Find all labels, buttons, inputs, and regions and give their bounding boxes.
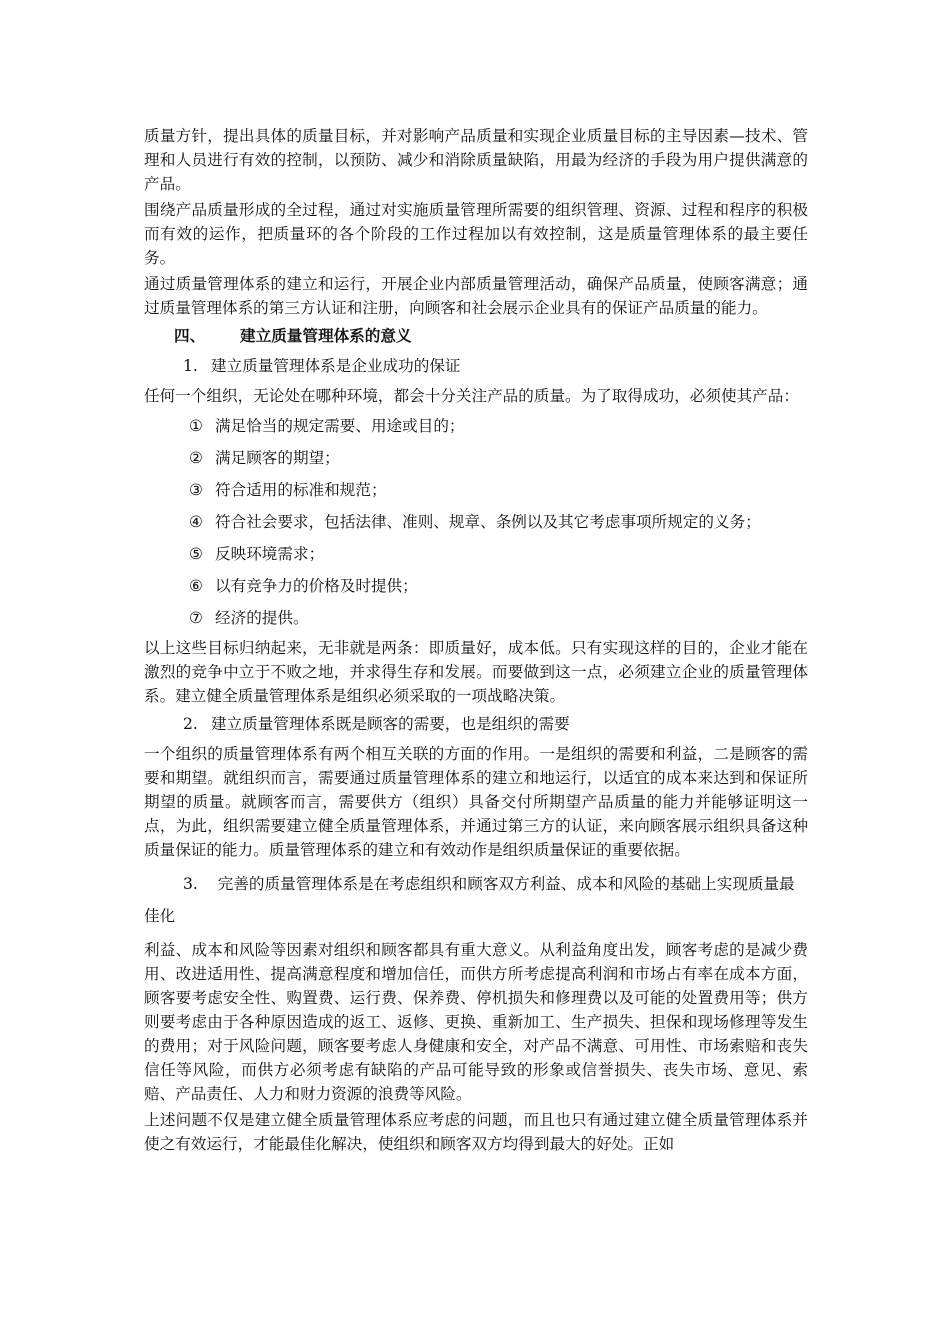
list-marker: ① xyxy=(189,417,203,435)
requirement-list xyxy=(144,410,808,634)
subsection-number: 1. xyxy=(183,357,198,375)
list-item-text: 反映环境需求； xyxy=(215,545,325,563)
subsection-heading xyxy=(144,868,808,932)
section-number: 四、 xyxy=(174,326,206,345)
list-item xyxy=(189,538,808,570)
subsection-title: 完善的质量管理体系是在考虑组织和顾客双方利益、成本和风险的基础上实现质量最佳化 xyxy=(144,875,795,925)
list-marker: ⑥ xyxy=(189,577,203,595)
list-item xyxy=(189,602,808,634)
list-item xyxy=(189,442,808,474)
list-item-text: 满足恰当的规定需要、用途或目的； xyxy=(215,417,465,435)
section-heading xyxy=(144,324,808,348)
subsection-heading xyxy=(144,712,808,736)
paragraph: 任何一个组织，无论处在哪种环境，都会十分关注产品的质量。为了取得成功，必须使其产品： xyxy=(144,387,799,405)
list-item-text: 符合社会要求，包括法律、准则、规章、条例以及其它考虑事项所规定的义务； xyxy=(215,513,761,531)
list-item xyxy=(189,474,808,506)
list-marker: ⑦ xyxy=(189,609,203,627)
list-item xyxy=(189,410,808,442)
list-marker: ② xyxy=(189,449,203,467)
paragraph: 质量方针，提出具体的质量目标，并对影响产品质量和实现企业质量目标的主导因素—技术、管理和人员进行有效的控制，以预防、减少和消除质量缺陷，用最为经济的手段为用户提供满意的产品。 xyxy=(144,127,808,193)
list-item xyxy=(189,570,808,602)
paragraph: 上述问题不仅是建立健全质量管理体系应考虑的问题，而且也只有通过建立健全质量管理体系并使之有效运行，才能最佳化解决，使组织和顾客双方均得到最大的好处。正如 xyxy=(144,1111,808,1153)
list-item-text: 符合适用的标准和规范； xyxy=(215,481,387,499)
paragraph: 以上这些目标归纳起来，无非就是两条：即质量好，成本低。只有实现这样的目的，企业才能在激烈的竞争中立于不败之地，并求得生存和发展。而要做到这一点，必须建立企业的质量管理体系。建立健全质量管理体系是组织必须采取的一项战略决策。 xyxy=(144,639,808,705)
subsection-title: 建立质量管理体系是企业成功的保证 xyxy=(211,357,461,375)
list-item-text: 满足顾客的期望； xyxy=(215,449,340,467)
subsection-number: 2. xyxy=(183,715,198,733)
subsection-number: 3. xyxy=(183,875,198,893)
subsection-title: 建立质量管理体系既是顾客的需要，也是组织的需要 xyxy=(211,715,570,733)
paragraph: 利益、成本和风险等因素对组织和顾客都具有重大意义。从利益角度出发，顾客考虑的是减少费用、改进适用性、提高满意程度和增加信任，而供方所考虑提高利润和市场占有率在成本方面，顾客要考虑安全性、购置费、运行费、保养费、停机损失和修理费以及可能的处置费用等；供方则要考虑由于各种原因造成的返工、返修、更换、重新加工、生产损失、担保和现场修理等发生的费用；对于风险问题，顾客要考虑人身健康和安全，对产品不满意、可用性、市场索赔和丧失信任等风险，而供方必须考虑有缺陷的产品可能导致的形象或信誉损失、丧失市场、意见、索赔、产品责任、人力和财力资源的浪费等风险。 xyxy=(144,941,808,1103)
list-marker: ④ xyxy=(189,513,203,531)
document-page xyxy=(144,124,808,1158)
paragraph: 围绕产品质量形成的全过程，通过对实施质量管理所需要的组织管理、资源、过程和程序的积极而有效的运作，把质量环的各个阶段的工作过程加以有效控制，这是质量管理体系的最主要任务。 xyxy=(144,201,808,267)
paragraph: 一个组织的质量管理体系有两个相互关联的方面的作用。一是组织的需要和利益，二是顾客的需要和期望。就组织而言，需要通过质量管理体系的建立和地运行，以适宜的成本来达到和保证所期望的质量。就顾客而言，需要供方（组织）具备交付所期望产品质量的能力并能够证明这一点，为此，组织需要建立健全质量管理体系，并通过第三方的认证，来向顾客展示组织具备这种质量保证的能力。质量管理体系的建立和有效动作是组织质量保证的重要依据。 xyxy=(144,745,808,859)
list-item-text: 以有竞争力的价格及时提供； xyxy=(215,577,418,595)
section-title: 建立质量管理体系的意义 xyxy=(240,326,412,345)
subsection-heading xyxy=(144,354,808,378)
list-item-text: 经济的提供。 xyxy=(215,609,309,627)
list-marker: ③ xyxy=(189,481,203,499)
list-marker: ⑤ xyxy=(189,545,203,563)
paragraph: 通过质量管理体系的建立和运行，开展企业内部质量管理活动，确保产品质量，使顾客满意；通过质量管理体系的第三方认证和注册，向顾客和社会展示企业具有的保证产品质量的能力。 xyxy=(144,275,808,317)
list-item xyxy=(189,506,808,538)
